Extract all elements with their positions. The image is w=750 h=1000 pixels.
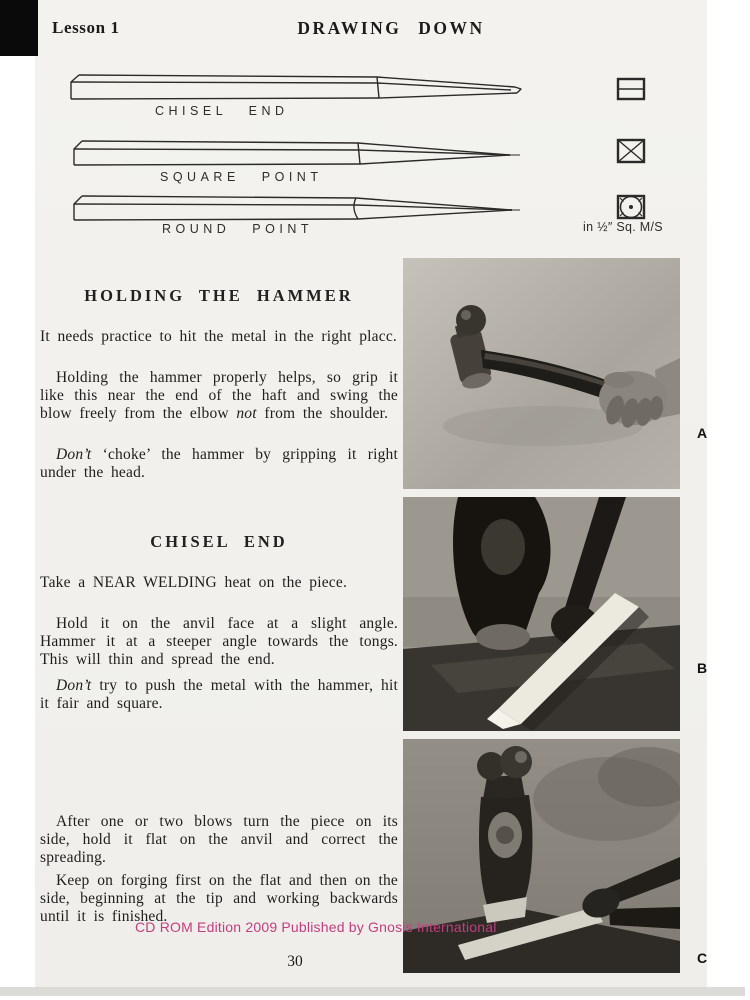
square-point-drawing xyxy=(68,137,520,171)
paragraph: It needs practice to hit the metal in the right placc. xyxy=(40,327,397,345)
page-title: DRAWING DOWN xyxy=(297,18,485,38)
chisel-end-drawing xyxy=(65,72,527,106)
paragraph: Hold it on the anvil face at a slight angle. Hammer it at a steeper angle towards the tongs. This will thin and spread the end. xyxy=(40,614,398,669)
photo-hammering-chisel-end xyxy=(403,497,680,731)
paragraph: Don’t ‘choke’ the hammer by gripping it right under the head. xyxy=(40,445,398,481)
photo-label-b: B xyxy=(697,660,708,676)
page xyxy=(35,0,707,990)
photo-holding-hammer xyxy=(403,258,680,489)
square-point-label: SQUARE POINT xyxy=(160,170,323,184)
paragraph: Don’t try to push the metal with the hammer, hit it fair and square. xyxy=(40,676,398,712)
page-bottom-edge xyxy=(0,987,745,996)
paragraph: Keep on forging first on the flat and then on the side, beginning at the tip and working backwards until it is finished. xyxy=(40,871,398,926)
lesson-label: Lesson 1 xyxy=(52,18,120,37)
photo-correcting-spread xyxy=(403,739,680,973)
square-section-icon xyxy=(615,76,647,108)
paragraph: After one or two blows turn the piece on its side, hold it flat on the anvil and correct the spreading. xyxy=(40,812,398,867)
photo-label-a: A xyxy=(697,425,708,441)
chisel-end-label: CHISEL END xyxy=(155,104,289,118)
page-number: 30 xyxy=(287,953,303,970)
round-point-label: ROUND POINT xyxy=(162,222,313,236)
round-point-drawing xyxy=(68,193,520,225)
cdrom-watermark: CD ROM Edition 2009 Published by Gnosis International xyxy=(135,919,497,935)
paragraph: Take a NEAR WELDING heat on the piece. xyxy=(40,573,348,591)
photo-label-c: C xyxy=(697,950,708,966)
section-size-caption: in ½″ Sq. M/S xyxy=(583,220,663,234)
section-heading-chisel-end: CHISEL END xyxy=(150,532,288,551)
section-heading-holding-the-hammer: HOLDING THE HAMMER xyxy=(84,286,354,305)
paragraph: Holding the hammer properly helps, so grip it like this near the end of the haft and swing the blow freely from the elbow not from the shoulder. xyxy=(40,368,398,423)
square-diagonals-section-icon xyxy=(615,137,647,171)
scan-edge-artifact xyxy=(0,0,38,56)
